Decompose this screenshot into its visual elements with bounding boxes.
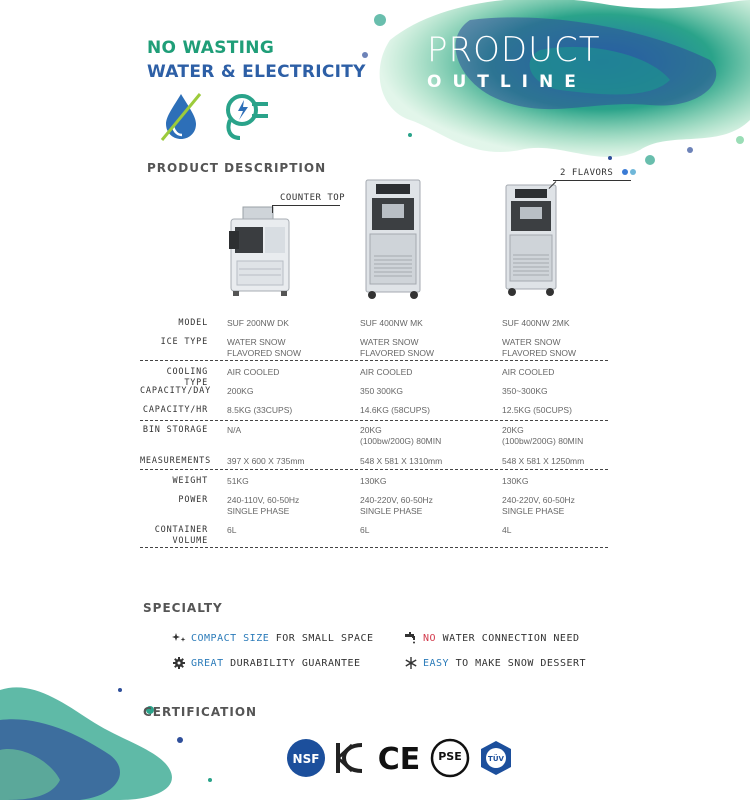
cell: 51KG	[227, 476, 249, 486]
row-label-line: VOLUME	[172, 536, 208, 546]
cell: 350~300KG	[502, 386, 548, 396]
cell-line: FLAVORED SNOW	[360, 348, 434, 358]
cell-line: WATER SNOW	[360, 337, 419, 347]
callout-line-two-flavors	[553, 180, 631, 181]
row-label-line: CONTAINER	[154, 525, 208, 535]
divider	[140, 360, 608, 361]
cell	[227, 337, 301, 359]
certification-logos	[286, 738, 514, 778]
cell: SUF 200NW DK	[227, 318, 289, 328]
cell-line: 240-220V, 60-50Hz	[502, 495, 575, 505]
cell: 8.5KG (33CUPS)	[227, 405, 293, 415]
row-label: BIN STORAGE	[142, 425, 208, 435]
pse-logo	[430, 738, 470, 778]
title-product: PRODUCT	[427, 30, 601, 70]
cell-line: (100bw/200G) 80MIN	[502, 436, 584, 446]
highlight-text: GREAT	[191, 657, 224, 669]
cell	[502, 495, 575, 517]
machine-image-suf200nw-dk	[225, 205, 295, 297]
callout-two-flavors	[560, 168, 636, 178]
gear-icon	[172, 657, 186, 669]
cell: 200KG	[227, 386, 254, 396]
cell: 14.6KG (58CUPS)	[360, 405, 430, 415]
highlight-text: COMPACT SIZE	[191, 632, 270, 644]
hero-line1: NO WASTING	[147, 38, 275, 58]
list-item	[404, 657, 586, 669]
callout-line-counter-top	[272, 205, 340, 206]
divider	[140, 420, 608, 421]
cell-line: FLAVORED SNOW	[227, 348, 301, 358]
cell: 12.5KG (50CUPS)	[502, 405, 572, 415]
cell-line: SINGLE PHASE	[502, 506, 565, 516]
cell-line: WATER SNOW	[227, 337, 286, 347]
certification-title: CERTIFICATION	[143, 705, 258, 719]
cell: SUF 400NW 2MK	[502, 318, 570, 328]
item-text: WATER CONNECTION NEED	[436, 632, 580, 644]
list-item	[172, 632, 374, 644]
row-label: ICE TYPE	[160, 337, 208, 347]
kc-logo	[334, 739, 368, 777]
hero-line2: WATER & ELECTRICITY	[147, 62, 366, 82]
cell	[227, 495, 299, 517]
cell: 6L	[360, 525, 370, 535]
ce-logo-text: CE	[377, 742, 421, 777]
cell-line: 240-220V, 60-50Hz	[360, 495, 433, 505]
cell-line: SINGLE PHASE	[227, 506, 290, 516]
nsf-logo-text: NSF	[292, 752, 320, 766]
snowflake-icon	[404, 657, 418, 669]
flavor-dot-2	[630, 169, 636, 175]
specialty-title: SPECIALTY	[143, 601, 223, 615]
cell-line: 240-110V, 60-50Hz	[227, 495, 300, 505]
item-text: DURABILITY GUARANTEE	[223, 657, 361, 669]
cell	[502, 425, 583, 447]
cell: 130KG	[360, 476, 387, 486]
row-label	[140, 525, 208, 547]
no-water-drop-icon	[160, 90, 202, 142]
cell: 4L	[502, 525, 512, 535]
item-text: FOR SMALL SPACE	[269, 632, 374, 644]
cell: 548 X 581 X 1310mm	[360, 456, 443, 466]
paint-splash-decoration-bottom	[0, 657, 260, 800]
cell	[360, 425, 441, 447]
item-text: TO MAKE SNOW DESSERT	[449, 657, 587, 669]
cell-line: FLAVORED SNOW	[502, 348, 576, 358]
tuv-logo	[478, 739, 514, 777]
row-label: MEASUREMENTS	[140, 456, 212, 466]
cell-line: 20KG	[360, 425, 382, 435]
ce-logo	[376, 739, 422, 777]
row-label: COOLING TYPE	[166, 367, 208, 388]
electric-plug-icon	[220, 90, 272, 142]
divider	[140, 547, 608, 548]
sparkle-icon	[172, 632, 186, 644]
product-outline-title	[427, 30, 600, 92]
cell: 350 300KG	[360, 386, 404, 396]
product-description-title: PRODUCT DESCRIPTION	[147, 161, 327, 175]
cell: 130KG	[502, 476, 529, 486]
machine-image-suf400nw-2mk	[503, 183, 559, 297]
cell: 397 X 600 X 735mm	[227, 456, 305, 466]
pse-logo-text: PSE	[438, 750, 462, 763]
row-label: WEIGHT	[172, 476, 208, 486]
cell: AIR COOLED	[502, 367, 555, 377]
cell	[360, 337, 434, 359]
row-label: MODEL	[178, 318, 208, 328]
hero-heading	[147, 38, 366, 82]
highlight-text: NO	[423, 632, 437, 644]
hero-icons	[160, 90, 272, 142]
callout-line-counter-top-tick	[272, 205, 273, 213]
cell-line: SINGLE PHASE	[360, 506, 423, 516]
cell-line: (100bw/200G) 80MIN	[360, 436, 442, 446]
cell: N/A	[227, 425, 242, 435]
callout-two-flavors-label: 2 FLAVORS	[560, 168, 614, 178]
list-item	[404, 632, 580, 644]
cell: 6L	[227, 525, 237, 535]
machine-image-suf400nw-mk	[362, 178, 424, 300]
tuv-logo-text: TÜV	[488, 755, 504, 763]
callout-counter-top: COUNTER TOP	[280, 193, 346, 203]
cell	[360, 495, 433, 517]
highlight-text: EASY	[423, 657, 450, 669]
flavor-dots-icon	[622, 169, 628, 175]
divider	[140, 469, 608, 470]
row-label: POWER	[178, 495, 208, 505]
cell	[502, 337, 576, 359]
title-outline: OUTLINE	[427, 72, 587, 92]
nsf-logo	[286, 738, 326, 778]
row-label: CAPACITY/DAY	[140, 386, 212, 396]
cell: 548 X 581 X 1250mm	[502, 456, 585, 466]
faucet-icon	[404, 632, 418, 644]
cell: AIR COOLED	[227, 367, 280, 377]
cell-line: 20KG	[502, 425, 524, 435]
cell: AIR COOLED	[360, 367, 413, 377]
cell-line: WATER SNOW	[502, 337, 561, 347]
row-label: CAPACITY/HR	[142, 405, 208, 415]
list-item	[172, 657, 361, 669]
cell: SUF 400NW MK	[360, 318, 423, 328]
